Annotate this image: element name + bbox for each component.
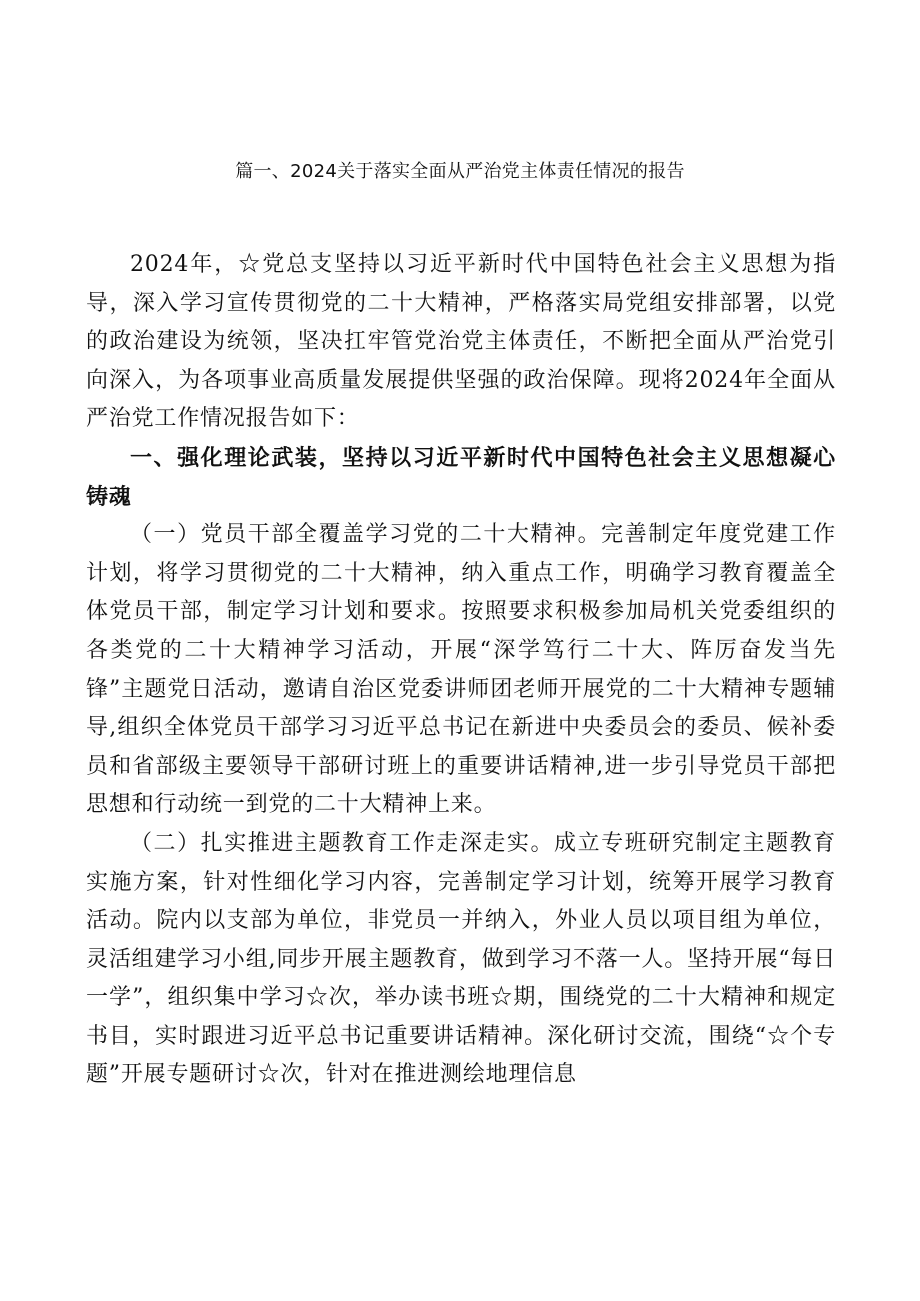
document-body xyxy=(86,246,836,1095)
paragraph-2: （二）扎实推进主题教育工作走深走实。成立专班研究制定主题教育实施方案，针对性细化学习内容，完善制定学习计划，统筹开展学习教育活动。院内以支部为单位，非党员一并纳入，外业人员以项目组为单位，灵活组建学习小组,同步开展主题教育，做到学习不落一人。坚持开展“每日一学”，组织集中学习☆次，举办读书班☆期，围绕党的二十大精神和规定书目，实时跟进习近平总书记重要讲话精神。深化研讨交流，围绕“☆个专题”开展专题研讨☆次，针对在推进测绘地理信息 xyxy=(86,830,836,1088)
section-heading-1: 一、强化理论武装，坚持以习近平新时代中国特色社会主义思想凝心铸魂 xyxy=(86,444,836,510)
intro-paragraph: 2024年，☆党总支坚持以习近平新时代中国特色社会主义思想为指导，深入学习宣传贯彻党的二十大精神，严格落实局党组安排部署，以党的政治建设为统领，坚决扛牢管党治党主体责任，不断把全面从严治党引向深入，为各项事业高质量发展提供坚强的政治保障。现将2024年全面从严治党工作情况报告如下： xyxy=(86,252,836,432)
document-title: 篇一、2024关于落实全面从严治党主体责任情况的报告 xyxy=(235,161,685,182)
paragraph-1: （一）党员干部全覆盖学习党的二十大精神。完善制定年度党建工作计划，将学习贯彻党的二十大精神，纳入重点工作，明确学习教育覆盖全体党员干部，制定学习计划和要求。按照要求积极参加局机关党委组织的各类党的二十大精神学习活动，开展“深学笃行二十大、阵厉奋发当先锋”主题党日活动，邀请自治区党委讲师团老师开展党的二十大精神专题辅导,组织全体党员干部学习习近平总书记在新进中央委员会的委员、候补委员和省部级主要领导干部研讨班上的重要讲话精神,进一步引导党员干部把思想和行动统一到党的二十大精神上来。 xyxy=(86,522,836,818)
